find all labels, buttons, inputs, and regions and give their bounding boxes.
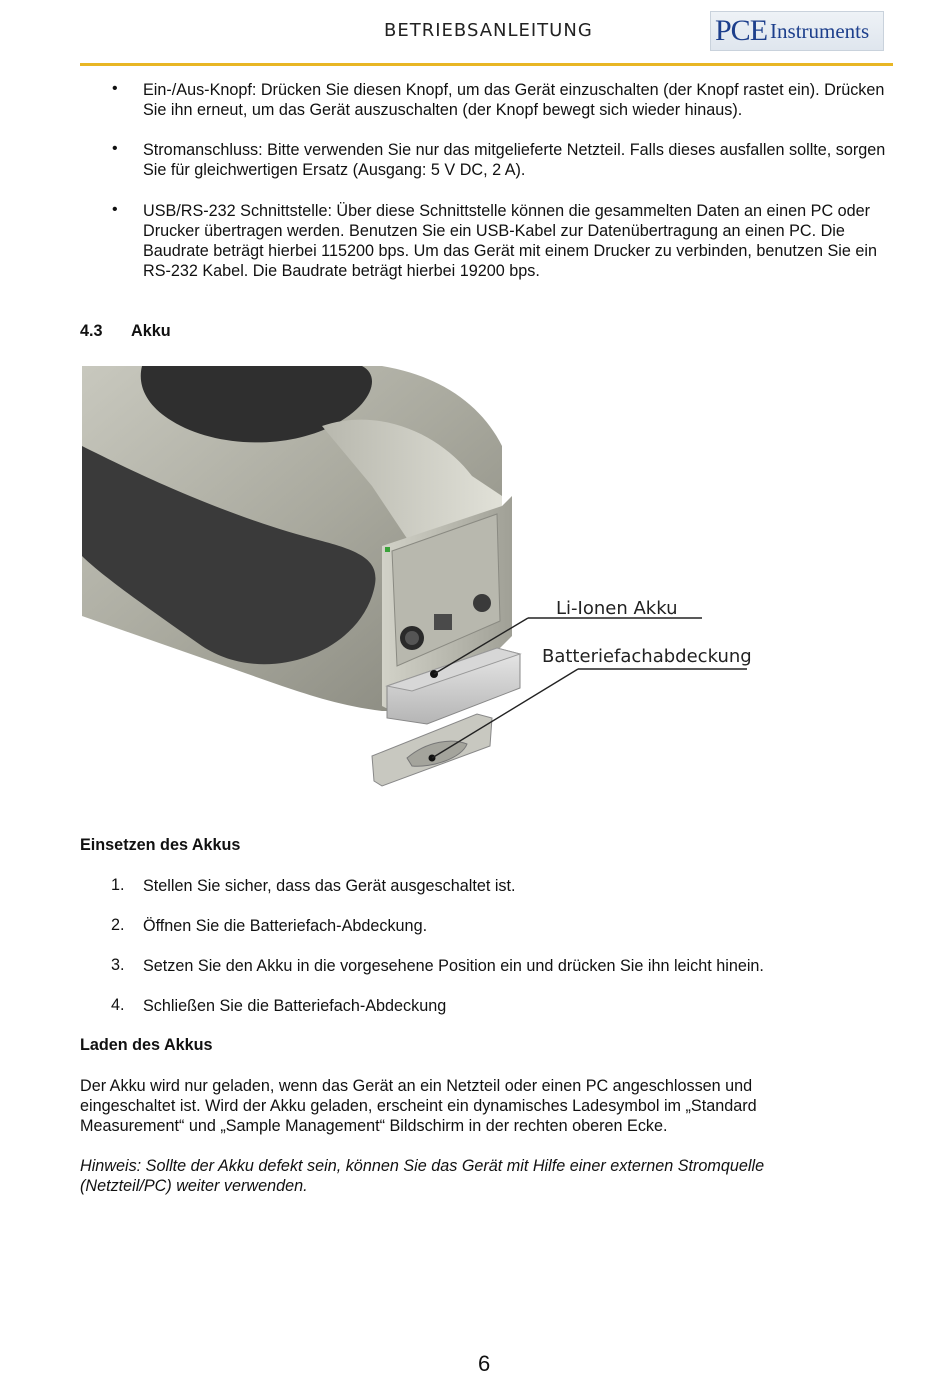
bullet-text-power-button: Ein-/Aus-Knopf: Drücken Sie diesen Knopf, um das Gerät einzuschalten (der Knopf rastet ein). Drücken Sie ihn erneut, um das Gerät auszuschalten (der Knopf bewegt sich wieder hinaus). [143,81,885,119]
step-text: Setzen Sie den Akku in die vorgesehene Position ein und drücken Sie ihn leicht hinein. [143,957,764,975]
bullet-icon: • [112,201,118,218]
figure-label-akku: Li-Ionen Akku [556,598,678,619]
step-number: 1. [111,876,125,894]
header-rule [80,63,893,66]
device-battery-figure [82,366,762,806]
battery-cover [372,714,492,786]
device-body [82,366,512,711]
bullet-icon: • [112,140,118,157]
header-title: BETRIEBSANLEITUNG [384,20,593,41]
section-number: 4.3 [80,322,103,340]
step-text: Schließen Sie die Batteriefach-Abdeckung [143,997,447,1015]
bullet-icon: • [112,80,118,97]
section-title: Akku [131,322,171,340]
step-number: 4. [111,996,125,1014]
figure-label-cover: Batteriefachabdeckung [542,646,752,667]
pce-logo [710,11,884,51]
page-number: 6 [478,1351,491,1376]
power-socket [473,594,491,612]
insert-heading: Einsetzen des Akkus [80,836,241,854]
logo-text: Instruments [770,18,870,43]
usb-port [434,614,452,630]
charge-body: Der Akku wird nur geladen, wenn das Gerät an ein Netzteil oder einen PC angeschlossen und eingeschaltet ist. Wird der Akku geladen, erscheint ein dynamisches Ladesymbol im „Standard Measurement“ und „Sample Management“ Bildschirm in der rechten oberen Ecke. [80,1077,757,1135]
step-text: Stellen Sie sicher, dass das Gerät ausgeschaltet ist. [143,877,516,895]
step-text: Öffnen Sie die Batteriefach-Abdeckung. [143,917,428,935]
charge-note: Hinweis: Sollte der Akku defekt sein, können Sie das Gerät mit Hilfe einer externen Stromquelle (Netzteil/PC) weiter verwenden. [80,1157,765,1195]
bullet-text-power-supply: Stromanschluss: Bitte verwenden Sie nur das mitgelieferte Netzteil. Falls dieses ausfallen sollte, sorgen Sie für gleichwertigen Ersatz (Ausgang: 5 V DC, 2 A). [143,141,886,179]
charge-heading: Laden des Akkus [80,1036,213,1054]
logo-mark: PCE [715,14,768,47]
step-number: 3. [111,956,125,974]
bullet-text-usb-interface: USB/RS-232 Schnittstelle: Über diese Schnittstelle können die gesammelten Daten an einen PC oder Drucker übertragen werden. Benutzen Sie ein USB-Kabel zur Datenübertragung an einen PC. Die Baudrate beträgt hierbei 115200 bps. Um das Gerät mit einem Drucker zu verbinden, benutzen Sie ein RS-232 Kabel. Die Baudrate beträgt hierbei 19200 bps. [143,202,877,280]
step-number: 2. [111,916,125,934]
